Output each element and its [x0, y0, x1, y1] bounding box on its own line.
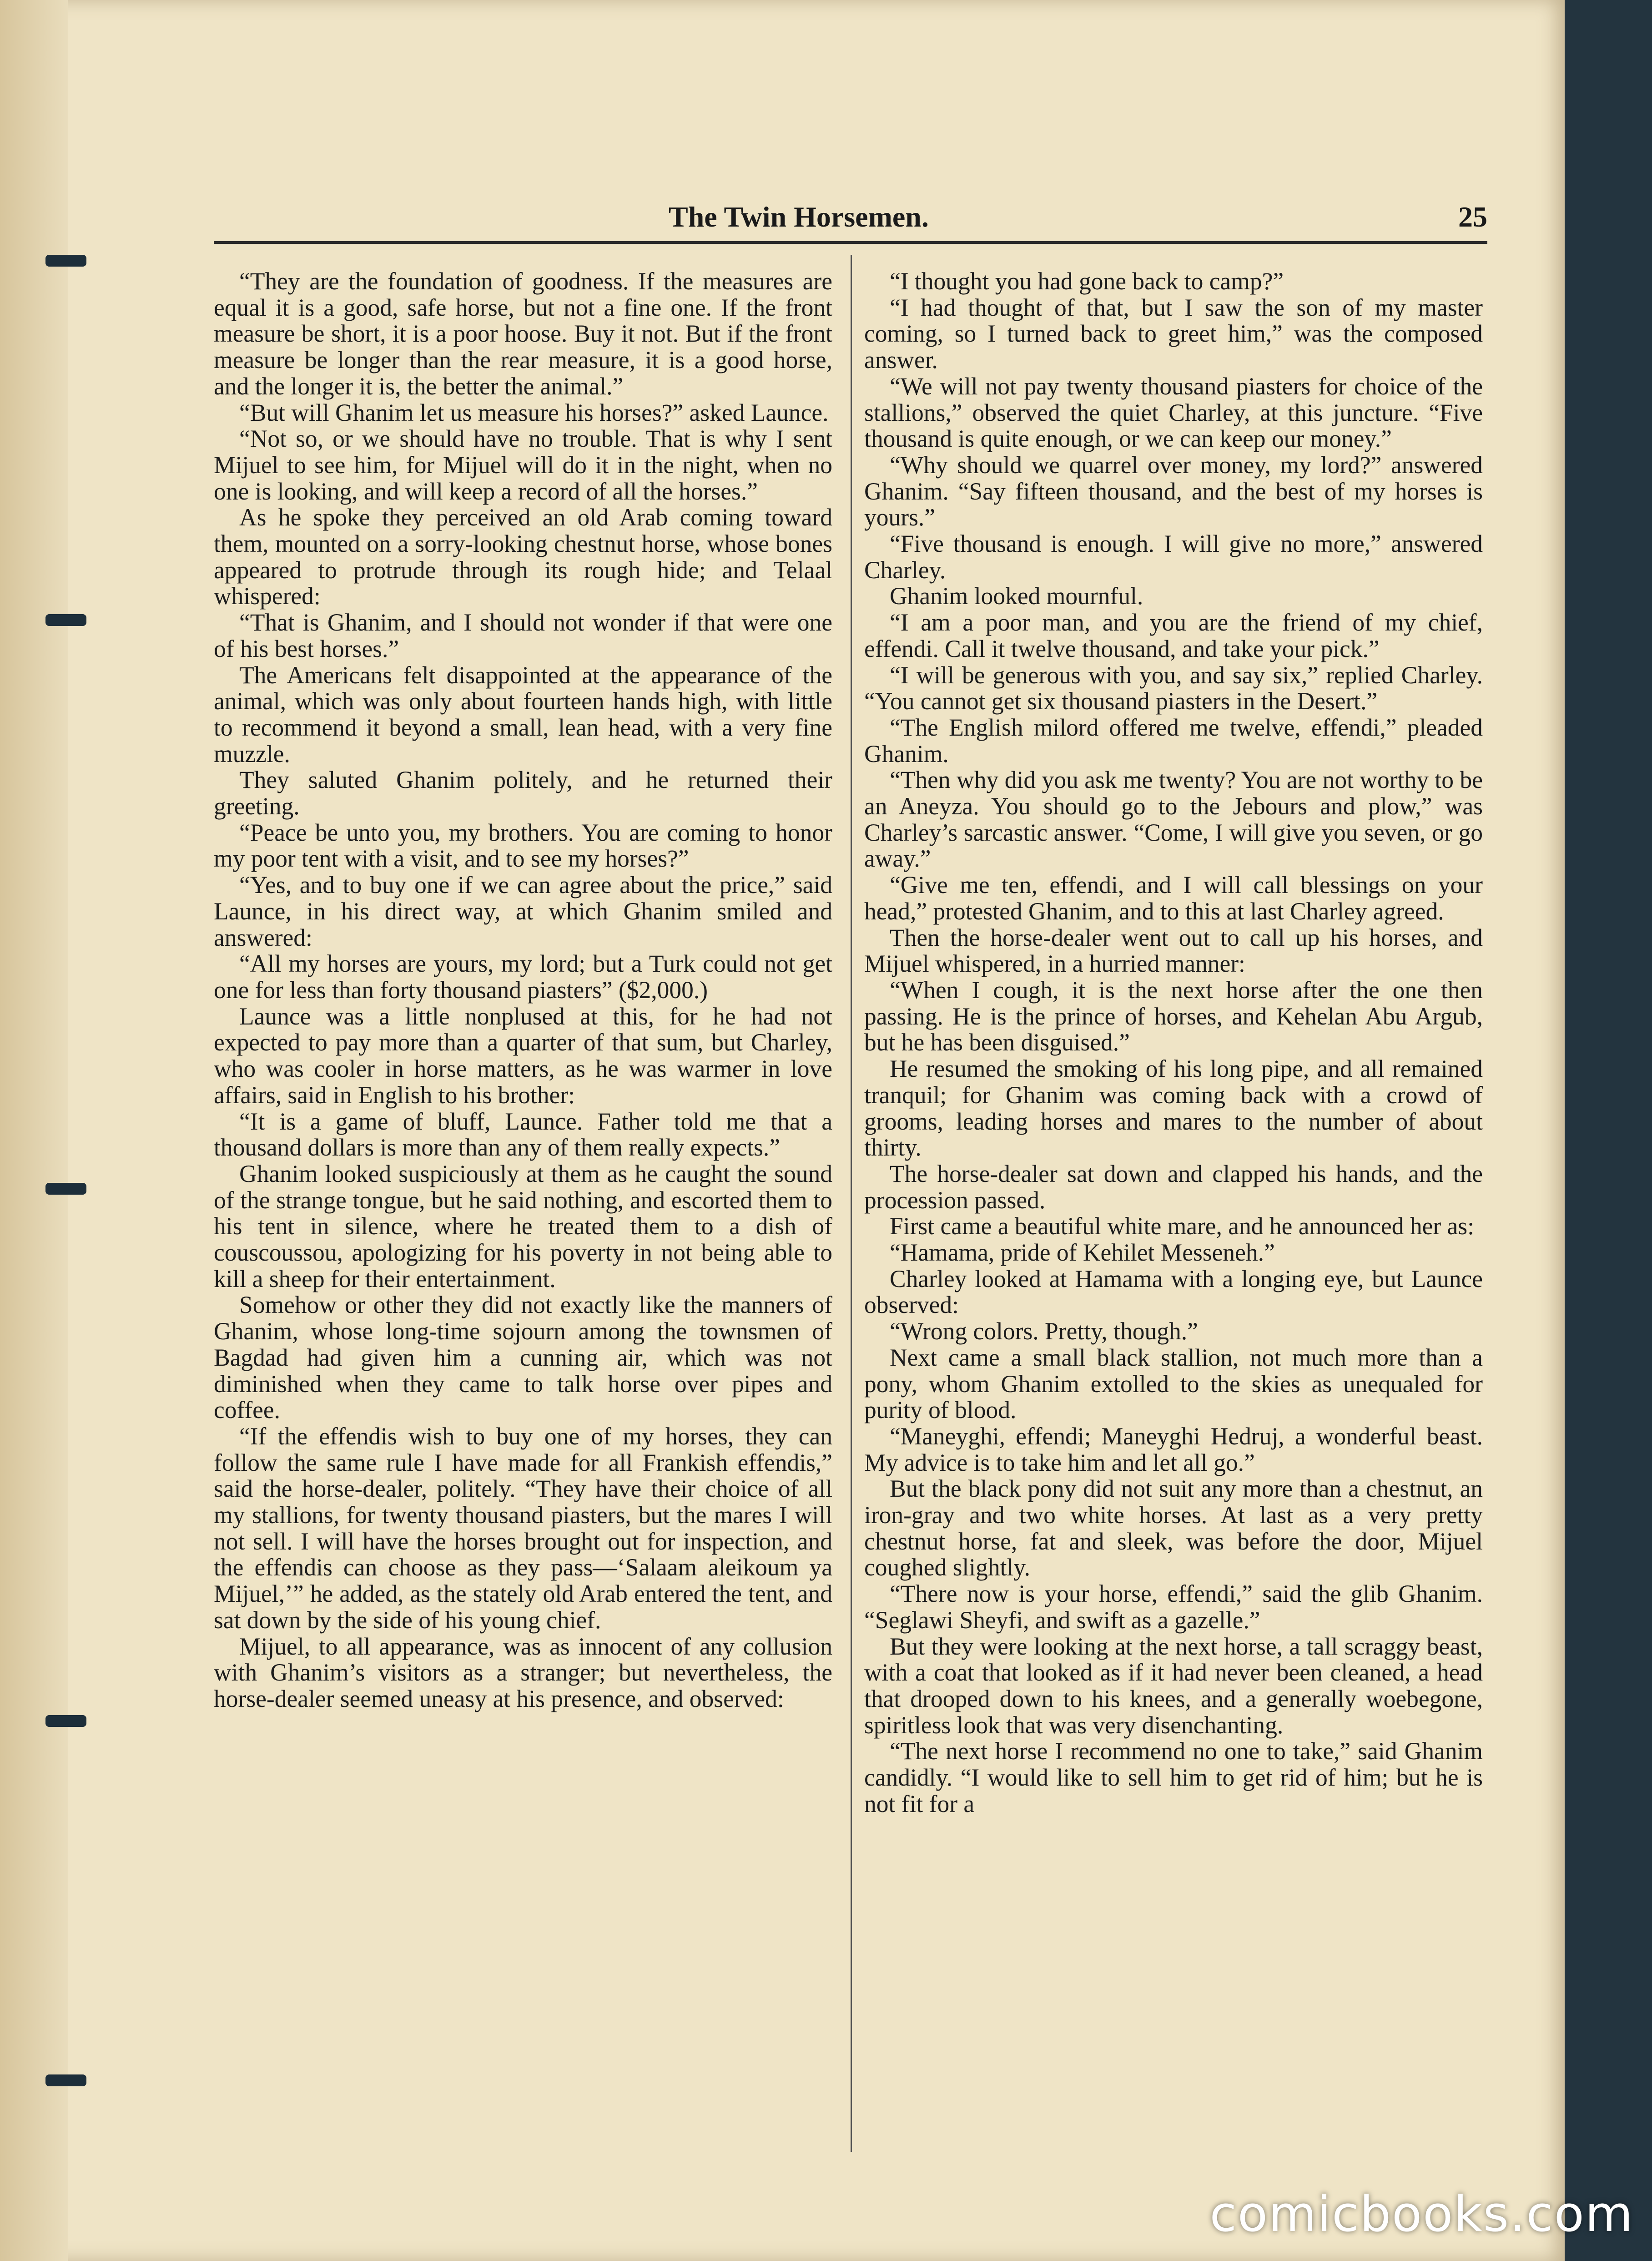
column-divider — [851, 255, 852, 2152]
left-column — [214, 268, 832, 1712]
paragraph: “Why should we quarrel over money, my lord?” answered Ghanim. “Say fifteen thousand, and the best of my horses is yours.” — [864, 451, 1483, 531]
paragraph: “Maneyghi, effendi; Maneyghi Hedruj, a wonderful beast. My advice is to take him and let all go.” — [864, 1422, 1483, 1476]
paragraph: “I am a poor man, and you are the friend of my chief, effendi. Call it twelve thousand, and take your pick.” — [864, 609, 1483, 662]
paragraph: As he spoke they perceived an old Arab coming toward them, mounted on a sorry-looking chestnut horse, whose bones appeared to protrude through its rough hide; and Telaal whispered: — [214, 504, 832, 610]
binding-stitch — [45, 1183, 86, 1195]
paragraph: They saluted Ghanim politely, and he returned their greeting. — [214, 766, 832, 820]
page-number: 25 — [1458, 201, 1487, 233]
binding-stitch — [45, 2074, 86, 2086]
paragraph: Then the horse-dealer went out to call up his horses, and Mijuel whispered, in a hurried manner: — [864, 924, 1483, 978]
binding-margin — [0, 0, 68, 2261]
paragraph: “I had thought of that, but I saw the son of my master coming, so I turned back to greet him,” was the composed answer. — [864, 293, 1483, 374]
paragraph: Launce was a little nonplused at this, for he had not expected to pay more than a quarter of that sum, but Charley, who was cooler in horse matters, as he was warmer in love affairs, said in English to his brother: — [214, 1002, 832, 1109]
paragraph: “Peace be unto you, my brothers. You are coming to honor my poor tent with a visit, and to see my horses?” — [214, 818, 832, 873]
watermark: comicbooks.com — [1209, 2186, 1634, 2243]
paragraph: “That is Ghanim, and I should not wonder if that were one of his best horses.” — [214, 609, 832, 662]
paragraph: Ghanim looked mournful. — [890, 582, 1143, 610]
paragraph: Somehow or other they did not exactly like the manners of Ghanim, whose long-time sojourn among the townsmen of Bagdad had given him a cunning air, which was not diminished when they came to talk horse over pipes and coffee. — [214, 1291, 832, 1424]
right-column — [864, 268, 1483, 1817]
paragraph: He resumed the smoking of his long pipe, and all remained tranquil; for Ghanim was coming back with a crowd of grooms, leading horses and mares to the number of about thirty. — [864, 1055, 1483, 1161]
paragraph: Charley looked at Hamama with a longing eye, but Launce observed: — [864, 1265, 1483, 1319]
paragraph: “When I cough, it is the next horse after the one then passing. He is the prince of horses, and Kehelan Abu Argub, but he has been disguised.” — [864, 976, 1483, 1056]
paragraph: “If the effendis wish to buy one of my horses, they can follow the same rule I have made for all Frankish effendis,” said the horse-dealer, politely. “They have their choice of all my stallions, for twenty thousand piasters, but the mares I will not sell. I will have the horses brought out for inspection, and the effendis can choose as they pass—‘Salaam aleikoum ya Mijuel,’” he added, as the stately old Arab entered the tent, and sat down by the side of his young chief. — [214, 1422, 832, 1634]
paragraph: “The English milord offered me twelve, effendi,” pleaded Ghanim. — [864, 713, 1483, 767]
paragraph: “Yes, and to buy one if we can agree about the price,” said Launce, in his direct way, at which Ghanim smiled and answered: — [214, 871, 832, 951]
binding-stitch — [45, 614, 86, 626]
paragraph: “They are the foundation of goodness. If the measures are equal it is a good, safe horse, but not a fine one. If the front measure be short, it is a poor hoose. Buy it not. But if the front measure be longer than the rear measure, it is a good horse, and the longer it is, the better the animal.” — [214, 267, 832, 400]
paragraph: “But will Ghanim let us measure his horses?” asked Launce. — [239, 399, 829, 426]
binding-stitch — [45, 255, 86, 267]
paragraph: “There now is your horse, effendi,” said the glib Ghanim. “Seglawi Sheyfi, and swift as a gazelle.” — [864, 1580, 1483, 1634]
paragraph: But the black pony did not suit any more than a chestnut, an iron-gray and two white horses. At last as a very pretty chestnut horse, fat and sleek, was before the door, Mijuel coughed slightly. — [864, 1475, 1483, 1581]
paragraph: Ghanim looked suspiciously at them as he caught the sound of the strange tongue, but he said nothing, and escorted them to his tent in silence, where he treated them to a dish of couscoussou, apologizing for his poverty in not being able to kill a sheep for their entertainment. — [214, 1160, 832, 1292]
paragraph: First came a beautiful white mare, and he announced her as: — [890, 1212, 1474, 1240]
paragraph: Next came a small black stallion, not much more than a pony, whom Ghanim extolled to the skies as unequaled for purity of blood. — [864, 1343, 1483, 1424]
paragraph: “Not so, or we should have no trouble. That is why I sent Mijuel to see him, for Mijuel will do it in the night, when no one is looking, and will keep a record of all the horses.” — [214, 425, 832, 505]
running-title: The Twin Horsemen. — [669, 201, 929, 233]
paragraph: But they were looking at the next horse, a tall scraggy beast, with a coat that looked as if it had never been cleaned, a head that drooped down to his knees, and a generally woebegone, spiritless look that was very disenchanting. — [864, 1632, 1483, 1739]
paragraph: “Wrong colors. Pretty, though.” — [890, 1317, 1198, 1345]
paragraph: The Americans felt disappointed at the appearance of the animal, which was only about fourteen hands high, with little to recommend it beyond a small, lean head, with a very fine muzzle. — [214, 661, 832, 767]
paragraph: “We will not pay twenty thousand piasters for choice of the stallions,” observed the quiet Charley, at this juncture. “Five thousand is quite enough, or we can keep our money.” — [864, 372, 1483, 453]
paragraph: The horse-dealer sat down and clapped his hands, and the procession passed. — [864, 1160, 1483, 1214]
paragraph: “I will be generous with you, and say six,” replied Charley. “You cannot get six thousand piasters in the Desert.” — [864, 661, 1483, 715]
paragraph: “Then why did you ask me twenty? You are not worthy to be an Aneyza. You should go to the Jebours and plow,” was Charley’s sarcastic answer. “Come, I will give you seven, or go away.” — [864, 766, 1483, 873]
paragraph: “Five thousand is enough. I will give no more,” answered Charley. — [864, 530, 1483, 584]
binding-stitch — [45, 1715, 86, 1727]
paragraph: “I thought you had gone back to camp?” — [890, 267, 1284, 295]
paragraph: “All my horses are yours, my lord; but a Turk could not get one for less than forty thousand piasters” ($2,000.) — [214, 950, 832, 1004]
paragraph: “It is a game of bluff, Launce. Father told me that a thousand dollars is more than any of them really expects.” — [214, 1107, 832, 1161]
paragraph: “The next horse I recommend no one to take,” said Ghanim candidly. “I would like to sell him to get rid of him; but he is not fit for a — [864, 1737, 1483, 1817]
paragraph: “Give me ten, effendi, and I will call blessings on your head,” protested Ghanim, and to this at last Charley agreed. — [864, 871, 1483, 925]
paragraph: “Hamama, pride of Kehilet Messeneh.” — [890, 1239, 1275, 1267]
paragraph: Mijuel, to all appearance, was as innocent of any collusion with Ghanim’s visitors as a stranger; but nevertheless, the horse-dealer seemed uneasy at his presence, and observed: — [214, 1632, 832, 1712]
page-header — [214, 191, 1487, 244]
